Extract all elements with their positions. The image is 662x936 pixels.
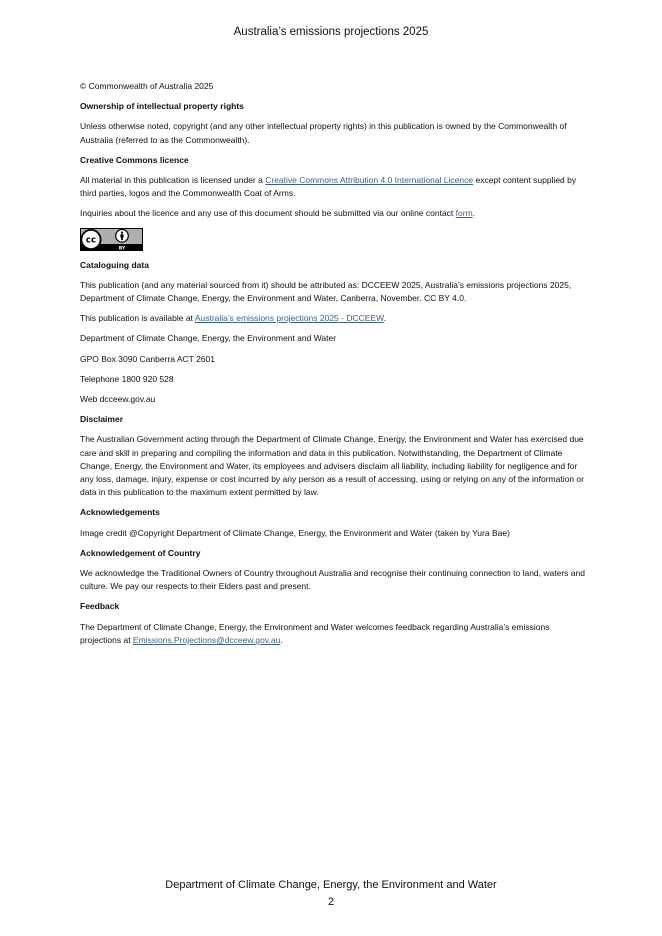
telephone: Telephone 1800 920 528 — [80, 373, 174, 384]
cataloguing-text: This publication (and any material sourced from it) should be attributed as: DCCEEW 2025, Australia’s emissions projections 2025, Department of Climate Change, Energy, the Environment and Water, Canberra, November. CC BY 4.0. — [80, 279, 572, 304]
cataloguing-heading: Cataloguing data — [80, 259, 149, 270]
inquiries-text-before: Inquiries about the licence and any use of this document should be submitted via our online contact — [80, 208, 456, 219]
feedback-heading: Feedback — [80, 601, 120, 612]
acknowledgements-heading: Acknowledgements — [80, 507, 160, 518]
publication-link[interactable]: Australia’s emissions projections 2025 - DCCEEW — [194, 313, 384, 324]
availability-text-after: . — [383, 313, 387, 324]
inquiries-text — [80, 207, 585, 220]
department-name: Department of Climate Change, Energy, the Environment and Water — [80, 333, 337, 344]
svg-text:cc: cc — [85, 235, 97, 246]
disclaimer-text: The Australian Government acting through the Department of Climate Change, Energy, the Environment and Water has exercised due care and skill in preparing and compiling the information and data in this publication. Notwithstanding, the Department of Climate Change, Energy, the Environment and Water, its employees and advisers disclaim all liability, including liability for negligence and for any loss, damage, injury, expense or cost incurred by any person as a result of accessing, using or relying on any of the information or data in this publication to the maximum extent permitted by law. — [80, 434, 584, 498]
ownership-text: Unless otherwise noted, copyright (and any other intellectual property rights) in this publication is owned by the Commonwealth of Australia (referred to as the Commonwealth). — [80, 121, 567, 145]
page-footer — [0, 878, 662, 910]
acknowledgement-of-country-heading: Acknowledgement of Country — [80, 547, 201, 558]
imprint-content — [80, 80, 585, 654]
copyright-notice: © Commonwealth of Australia 2025 — [80, 81, 214, 91]
feedback-text — [80, 621, 585, 647]
postal-address: GPO Box 3090 Canberra ACT 2601 — [80, 353, 215, 364]
website: Web dcceew.gov.au — [80, 394, 156, 405]
cc-by-licence-icon — [80, 228, 143, 251]
creative-commons-text — [80, 174, 585, 200]
feedback-text-before: The Department of Climate Change, Energy, the Environment and Water welcomes feedback regarding Australia’s emissions projections at — [80, 621, 550, 645]
page-header — [0, 25, 662, 39]
cc-by-label: BY — [118, 245, 126, 251]
disclaimer-heading: Disclaimer — [80, 414, 123, 425]
ownership-heading: Ownership of intellectual property rights — [80, 101, 244, 112]
availability-text — [80, 312, 585, 325]
contact-form-link[interactable]: form — [455, 208, 473, 219]
feedback-text-after: . — [280, 634, 283, 645]
document-title: Australia’s emissions projections 2025 — [233, 26, 429, 38]
inquiries-text-after: . — [472, 208, 476, 219]
acknowledgements-text: Image credit @Copyright Department of Climate Change, Energy, the Environment and Water (taken by Yura Bae) — [80, 527, 510, 538]
footer-department: Department of Climate Change, Energy, the Environment and Water — [165, 879, 497, 891]
licence-link[interactable]: Creative Commons Attribution 4.0 International Licence — [265, 175, 474, 186]
acknowledgement-of-country-text: We acknowledge the Traditional Owners of Country throughout Australia and recognise their continuing connection to land, waters and culture. We pay our respects to their Elders past and present. — [80, 568, 585, 592]
feedback-email-link[interactable]: Emissions.Projections@dcceew.gov.au — [132, 634, 281, 645]
availability-text-before: This publication is available at — [80, 313, 195, 324]
licence-text-before: All material in this publication is licensed under a — [80, 175, 266, 186]
creative-commons-heading: Creative Commons licence — [80, 154, 189, 165]
licence-text-after: except content supplied by third parties, logos and the Commonwealth Coat of Arms. — [80, 175, 577, 199]
page-number: 2 — [327, 896, 335, 908]
